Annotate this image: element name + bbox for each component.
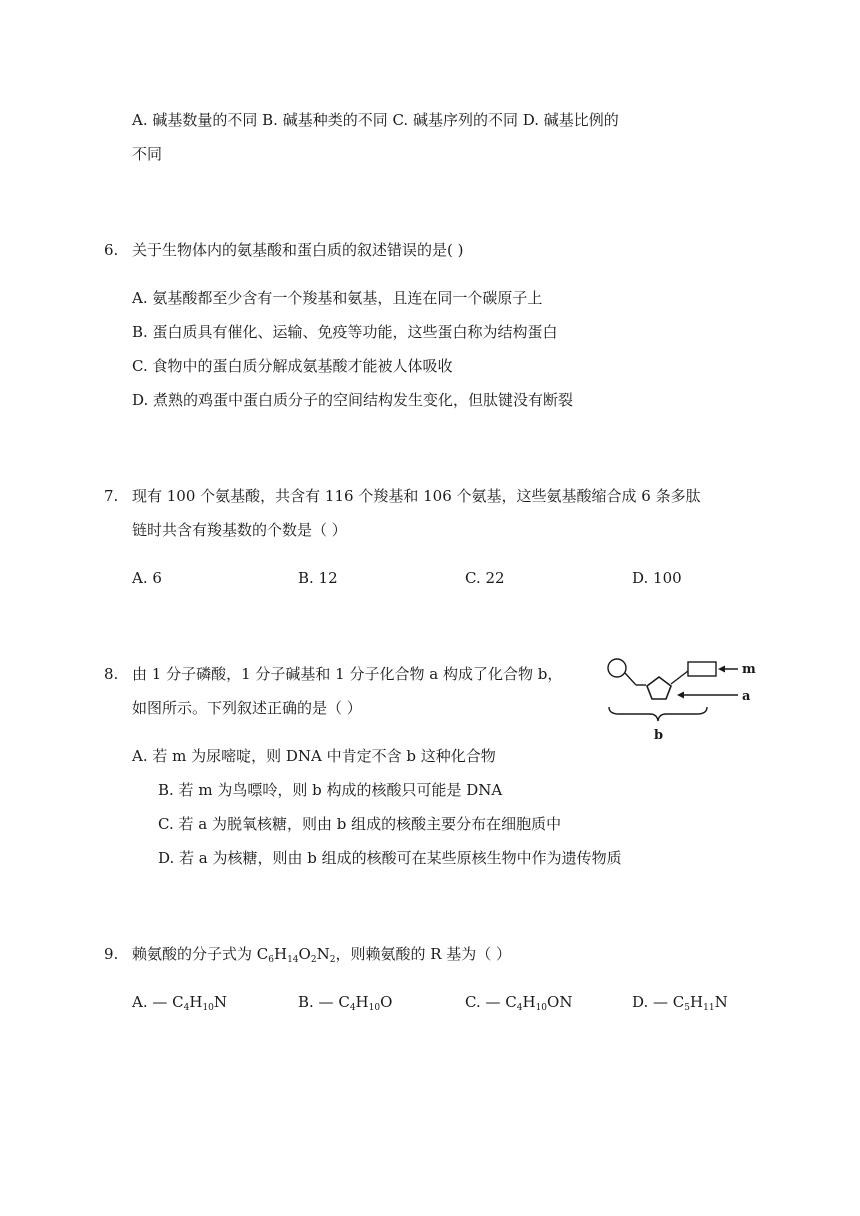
q9-option-b: B. — $C_4H_{10}O$: [298, 993, 393, 1013]
label-a: a: [742, 689, 751, 704]
phosphate-circle: [608, 659, 626, 677]
q6-option-a: A. 氨基酸都至少含有一个羧基和氨基，且连在同一个碳原子上: [132, 289, 543, 307]
q5-options-line: A. 碱基数量的不同 B. 碱基种类的不同 C. 碱基序列的不同 D. 碱基比例的: [132, 111, 619, 129]
q6-option-c: C. 食物中的蛋白质分解成氨基酸才能被人体吸收: [132, 357, 453, 375]
glycosidic-bond: [671, 671, 688, 684]
q8-option-b: B. 若 m 为鸟嘌呤，则 b 构成的核酸只可能是 DNA: [158, 781, 503, 799]
q8-option-c: C. 若 a 为脱氧核糖，则由 b 组成的核酸主要分布在细胞质中: [158, 815, 562, 833]
arrow-m-head: [718, 666, 725, 673]
q9-stem: 赖氨酸的分子式为 $C_6H_{14}O_2N_2$，则赖氨酸的 R 基为（ ）: [132, 945, 512, 965]
q9-option-d: D. — $C_5H_{11}N$: [632, 993, 728, 1013]
q8-stem-line1: 由 1 分子磷酸，1 分子碱基和 1 分子化合物 a 构成了化合物 b，: [132, 665, 563, 683]
q9-option-a: A. — $C_4H_{10}N$: [132, 993, 228, 1013]
q8-stem-line2: 如图所示。下列叙述正确的是（ ）: [132, 699, 362, 717]
q7-stem-line2: 链时共含有羧基数的个数是（ ）: [132, 521, 347, 539]
phosphate-bond: [625, 673, 636, 685]
q8-number: 8.: [104, 665, 119, 683]
q6-option-b: B. 蛋白质具有催化、运输、免疫等功能，这些蛋白称为结构蛋白: [132, 323, 558, 341]
pentose-ring: [647, 677, 671, 699]
q7-stem-line1: 现有 100 个氨基酸，共含有 116 个羧基和 106 个氨基，这些氨基酸缩合成 6 条多肽: [132, 487, 701, 505]
label-m: m: [742, 662, 756, 677]
q7-number: 7.: [104, 487, 119, 505]
q8-option-a: A. 若 m 为尿嘧啶，则 DNA 中肯定不含 b 这种化合物: [132, 747, 496, 765]
q9-number: 9.: [104, 945, 119, 963]
label-b: b: [654, 728, 664, 743]
base-rect: [688, 662, 716, 676]
nucleotide-diagram: [604, 655, 764, 745]
q7-option-d: D. 100: [632, 569, 682, 587]
brace-b: [609, 707, 707, 721]
q6-number: 6.: [104, 241, 119, 259]
arrow-a-head: [677, 692, 684, 699]
q7-option-c: C. 22: [465, 569, 505, 587]
q6-stem: 关于生物体内的氨基酸和蛋白质的叙述错误的是( ): [132, 241, 464, 259]
q9-option-c: C. — $C_4H_{10}ON$: [465, 993, 573, 1013]
q5-options-wrap: 不同: [132, 145, 163, 163]
q6-option-d: D. 煮熟的鸡蛋中蛋白质分子的空间结构发生变化，但肽键没有断裂: [132, 391, 574, 409]
q7-option-a: A. 6: [132, 569, 162, 587]
q7-option-b: B. 12: [298, 569, 338, 587]
q8-option-d: D. 若 a 为核糖，则由 b 组成的核酸可在某些原核生物中作为遗传物质: [158, 849, 622, 867]
